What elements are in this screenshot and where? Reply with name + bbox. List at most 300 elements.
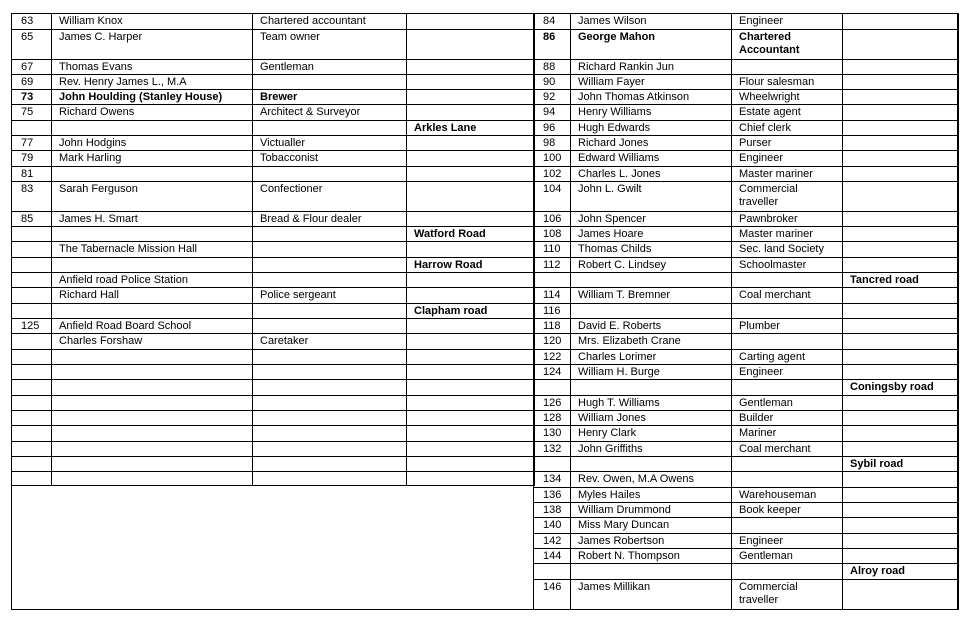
resident-name-cell: John L. Gwilt xyxy=(571,182,732,212)
resident-name-cell xyxy=(52,396,253,411)
street-name-cell xyxy=(407,457,535,472)
street-name-cell xyxy=(843,411,959,426)
street-name-cell: Arkles Lane xyxy=(407,121,535,136)
house-number-cell xyxy=(12,365,52,380)
resident-name-cell xyxy=(52,380,253,396)
resident-name-cell: Mark Harling xyxy=(52,151,253,167)
house-number-cell: 75 xyxy=(12,105,52,121)
occupation-cell xyxy=(253,411,407,426)
table-row xyxy=(534,426,959,442)
house-number-cell: 110 xyxy=(534,242,571,258)
street-name-cell xyxy=(843,442,959,457)
street-name-cell: Watford Road xyxy=(407,227,535,242)
resident-name-cell: Robert N. Thompson xyxy=(571,549,732,564)
house-number-cell: 73 xyxy=(12,90,52,105)
house-number-cell xyxy=(12,411,52,426)
table-row xyxy=(12,472,535,486)
table-row xyxy=(534,242,959,258)
occupation-cell xyxy=(732,60,843,75)
occupation-cell: Brewer xyxy=(253,90,407,105)
table-row xyxy=(534,227,959,242)
street-name-cell xyxy=(407,212,535,227)
resident-name-cell: John Spencer xyxy=(571,212,732,227)
street-name-cell xyxy=(843,60,959,75)
house-number-cell: 138 xyxy=(534,503,571,518)
table-row xyxy=(12,396,535,411)
resident-name-cell xyxy=(52,442,253,457)
house-number-cell: 84 xyxy=(534,14,571,30)
street-name-cell xyxy=(407,242,535,258)
street-name-cell xyxy=(407,319,535,334)
resident-name-cell: The Tabernacle Mission Hall xyxy=(52,242,253,258)
house-number-cell: 83 xyxy=(12,182,52,212)
house-number-cell: 126 xyxy=(534,396,571,411)
occupation-cell: Engineer xyxy=(732,534,843,549)
resident-name-cell: David E. Roberts xyxy=(571,319,732,334)
table-row xyxy=(12,167,535,182)
occupation-cell: Plumber xyxy=(732,319,843,334)
occupation-cell: Commercial traveller xyxy=(732,580,843,610)
house-number-cell xyxy=(12,426,52,442)
occupation-cell: Flour salesman xyxy=(732,75,843,90)
occupation-cell xyxy=(253,472,407,486)
house-number-cell: 116 xyxy=(534,304,571,319)
house-number-cell: 128 xyxy=(534,411,571,426)
occupation-cell xyxy=(732,304,843,319)
occupation-cell xyxy=(732,273,843,288)
resident-name-cell: James Wilson xyxy=(571,14,732,30)
table-row xyxy=(534,75,959,90)
street-name-cell xyxy=(407,182,535,212)
table-row xyxy=(534,396,959,411)
house-number-cell: 134 xyxy=(534,472,571,488)
house-number-cell xyxy=(12,242,52,258)
occupation-cell: Builder xyxy=(732,411,843,426)
house-number-cell: 100 xyxy=(534,151,571,167)
street-name-cell xyxy=(843,90,959,105)
resident-name-cell xyxy=(52,121,253,136)
occupation-cell xyxy=(732,472,843,488)
house-number-cell: 98 xyxy=(534,136,571,151)
resident-name-cell: Rev. Henry James L., M.A xyxy=(52,75,253,90)
street-name-cell xyxy=(843,258,959,273)
resident-name-cell: Thomas Evans xyxy=(52,60,253,75)
street-name-cell xyxy=(407,167,535,182)
house-number-cell xyxy=(534,457,571,472)
table-row xyxy=(12,380,535,396)
resident-name-cell: William Fayer xyxy=(571,75,732,90)
street-name-cell: Alroy road xyxy=(843,564,959,580)
house-number-cell xyxy=(12,227,52,242)
occupation-cell: Sec. land Society xyxy=(732,242,843,258)
occupation-cell xyxy=(253,304,407,319)
street-name-cell xyxy=(843,396,959,411)
occupation-cell: Purser xyxy=(732,136,843,151)
resident-name-cell: John Houlding (Stanley House) xyxy=(52,90,253,105)
resident-name-cell xyxy=(52,426,253,442)
table-row xyxy=(12,14,535,30)
table-row xyxy=(534,580,959,610)
house-number-cell: 92 xyxy=(534,90,571,105)
resident-name-cell xyxy=(571,273,732,288)
table-row xyxy=(12,334,535,350)
table-row xyxy=(12,411,535,426)
directory-table-left xyxy=(11,13,535,486)
occupation-cell: Architect & Surveyor xyxy=(253,105,407,121)
table-row xyxy=(12,60,535,75)
table-row xyxy=(12,242,535,258)
resident-name-cell: Rev. Owen, M.A Owens xyxy=(571,472,732,488)
street-name-cell: Clapham road xyxy=(407,304,535,319)
occupation-cell: Engineer xyxy=(732,365,843,380)
occupation-cell xyxy=(253,365,407,380)
table-row xyxy=(534,365,959,380)
street-name-cell xyxy=(843,580,959,610)
table-row xyxy=(12,121,535,136)
occupation-cell xyxy=(732,334,843,350)
house-number-cell: 88 xyxy=(534,60,571,75)
table-row xyxy=(12,105,535,121)
street-name-cell xyxy=(843,167,959,182)
house-number-cell xyxy=(12,442,52,457)
table-row xyxy=(534,136,959,151)
occupation-cell xyxy=(253,380,407,396)
house-number-cell: 85 xyxy=(12,212,52,227)
street-name-cell: Sybil road xyxy=(843,457,959,472)
occupation-cell xyxy=(253,350,407,365)
street-name-cell xyxy=(843,488,959,503)
occupation-cell xyxy=(732,564,843,580)
street-name-cell xyxy=(843,365,959,380)
street-name-cell xyxy=(843,304,959,319)
resident-name-cell xyxy=(52,304,253,319)
house-number-cell: 142 xyxy=(534,534,571,549)
occupation-cell xyxy=(253,258,407,273)
street-name-cell xyxy=(843,136,959,151)
street-name-cell xyxy=(843,288,959,304)
occupation-cell: Master mariner xyxy=(732,227,843,242)
street-name-cell xyxy=(407,380,535,396)
occupation-cell xyxy=(732,457,843,472)
house-number-cell xyxy=(12,396,52,411)
resident-name-cell: Charles L. Jones xyxy=(571,167,732,182)
table-row xyxy=(534,167,959,182)
table-row xyxy=(534,564,959,580)
house-number-cell: 81 xyxy=(12,167,52,182)
street-name-cell xyxy=(843,212,959,227)
table-row xyxy=(534,457,959,472)
house-number-cell: 146 xyxy=(534,580,571,610)
occupation-cell: Confectioner xyxy=(253,182,407,212)
house-number-cell: 106 xyxy=(534,212,571,227)
table-row xyxy=(534,534,959,549)
resident-name-cell xyxy=(571,457,732,472)
resident-name-cell: Richard Jones xyxy=(571,136,732,151)
occupation-cell: Gentleman xyxy=(253,60,407,75)
resident-name-cell: Mrs. Elizabeth Crane xyxy=(571,334,732,350)
street-name-cell: Coningsby road xyxy=(843,380,959,396)
table-row xyxy=(534,105,959,121)
table-row xyxy=(12,136,535,151)
table-row xyxy=(534,212,959,227)
resident-name-cell xyxy=(571,380,732,396)
table-row xyxy=(534,503,959,518)
house-number-cell xyxy=(12,273,52,288)
table-row xyxy=(12,75,535,90)
occupation-cell xyxy=(253,442,407,457)
resident-name-cell: Henry Williams xyxy=(571,105,732,121)
resident-name-cell xyxy=(52,258,253,273)
occupation-cell: Coal merchant xyxy=(732,288,843,304)
resident-name-cell: Richard Hall xyxy=(52,288,253,304)
street-name-cell xyxy=(843,14,959,30)
resident-name-cell: Sarah Ferguson xyxy=(52,182,253,212)
street-name-cell xyxy=(843,105,959,121)
occupation-cell: Warehouseman xyxy=(732,488,843,503)
table-row xyxy=(12,426,535,442)
resident-name-cell: James Hoare xyxy=(571,227,732,242)
house-number-cell: 67 xyxy=(12,60,52,75)
street-name-cell xyxy=(407,75,535,90)
house-number-cell xyxy=(12,121,52,136)
house-number-cell: 90 xyxy=(534,75,571,90)
occupation-cell: Gentleman xyxy=(732,396,843,411)
table-row xyxy=(534,518,959,534)
street-name-cell xyxy=(843,182,959,212)
resident-name-cell: William Knox xyxy=(52,14,253,30)
house-number-cell: 124 xyxy=(534,365,571,380)
house-number-cell xyxy=(12,304,52,319)
house-number-cell: 69 xyxy=(12,75,52,90)
house-number-cell: 108 xyxy=(534,227,571,242)
table-row xyxy=(534,182,959,212)
street-name-cell xyxy=(407,396,535,411)
table-row xyxy=(534,304,959,319)
house-number-cell: 144 xyxy=(534,549,571,564)
resident-name-cell xyxy=(52,167,253,182)
occupation-cell xyxy=(253,167,407,182)
resident-name-cell xyxy=(52,457,253,472)
occupation-cell xyxy=(253,319,407,334)
house-number-cell xyxy=(534,380,571,396)
house-number-cell xyxy=(12,288,52,304)
table-row xyxy=(12,30,535,60)
table-row xyxy=(12,212,535,227)
table-row xyxy=(534,121,959,136)
directory-table-right xyxy=(533,13,959,610)
street-name-cell xyxy=(407,365,535,380)
street-name-cell xyxy=(407,14,535,30)
occupation-cell xyxy=(732,380,843,396)
table-row xyxy=(534,472,959,488)
house-number-cell: 77 xyxy=(12,136,52,151)
occupation-cell: Carting agent xyxy=(732,350,843,365)
table-row xyxy=(12,258,535,273)
table-row xyxy=(534,488,959,503)
table-row xyxy=(12,151,535,167)
street-name-cell xyxy=(843,350,959,365)
occupation-cell xyxy=(253,396,407,411)
resident-name-cell: Richard Rankin Jun xyxy=(571,60,732,75)
street-name-cell xyxy=(407,151,535,167)
resident-name-cell xyxy=(52,227,253,242)
street-name-cell xyxy=(407,442,535,457)
street-name-cell xyxy=(407,426,535,442)
house-number-cell: 122 xyxy=(534,350,571,365)
occupation-cell: Coal merchant xyxy=(732,442,843,457)
table-row xyxy=(12,273,535,288)
occupation-cell xyxy=(253,121,407,136)
occupation-cell: Master mariner xyxy=(732,167,843,182)
house-number-cell xyxy=(12,334,52,350)
street-name-cell: Harrow Road xyxy=(407,258,535,273)
street-name-cell xyxy=(843,549,959,564)
resident-name-cell: Charles Lorimer xyxy=(571,350,732,365)
occupation-cell: Estate agent xyxy=(732,105,843,121)
table-row xyxy=(534,350,959,365)
house-number-cell xyxy=(12,258,52,273)
table-row xyxy=(12,457,535,472)
house-number-cell: 63 xyxy=(12,14,52,30)
resident-name-cell xyxy=(571,564,732,580)
house-number-cell: 125 xyxy=(12,319,52,334)
house-number-cell: 118 xyxy=(534,319,571,334)
occupation-cell: Chartered Accountant xyxy=(732,30,843,60)
street-name-cell xyxy=(843,518,959,534)
table-row xyxy=(534,380,959,396)
house-number-cell: 114 xyxy=(534,288,571,304)
resident-name-cell: John Hodgins xyxy=(52,136,253,151)
house-number-cell: 96 xyxy=(534,121,571,136)
house-number-cell: 132 xyxy=(534,442,571,457)
occupation-cell: Commercial traveller xyxy=(732,182,843,212)
resident-name-cell: Myles Hailes xyxy=(571,488,732,503)
occupation-cell: Chartered accountant xyxy=(253,14,407,30)
occupation-cell xyxy=(253,75,407,90)
occupation-cell xyxy=(253,273,407,288)
house-number-cell xyxy=(12,350,52,365)
house-number-cell: 130 xyxy=(534,426,571,442)
table-row xyxy=(534,14,959,30)
house-number-cell: 120 xyxy=(534,334,571,350)
resident-name-cell: George Mahon xyxy=(571,30,732,60)
street-name-cell xyxy=(843,242,959,258)
house-number-cell: 79 xyxy=(12,151,52,167)
occupation-cell: Team owner xyxy=(253,30,407,60)
street-name-cell xyxy=(843,534,959,549)
resident-name-cell: William T. Bremner xyxy=(571,288,732,304)
street-name-cell xyxy=(407,105,535,121)
table-row xyxy=(12,350,535,365)
street-name-cell xyxy=(407,350,535,365)
street-name-cell xyxy=(407,472,535,486)
occupation-cell: Engineer xyxy=(732,14,843,30)
street-name-cell xyxy=(407,411,535,426)
occupation-cell: Bread & Flour dealer xyxy=(253,212,407,227)
resident-name-cell: Anfield Road Board School xyxy=(52,319,253,334)
table-row xyxy=(534,334,959,350)
table-row xyxy=(12,227,535,242)
resident-name-cell: James H. Smart xyxy=(52,212,253,227)
house-number-cell: 136 xyxy=(534,488,571,503)
occupation-cell: Chief clerk xyxy=(732,121,843,136)
table-row xyxy=(12,288,535,304)
house-number-cell: 65 xyxy=(12,30,52,60)
street-name-cell xyxy=(407,90,535,105)
occupation-cell: Pawnbroker xyxy=(732,212,843,227)
street-name-cell xyxy=(843,503,959,518)
table-row xyxy=(534,60,959,75)
house-number-cell: 104 xyxy=(534,182,571,212)
occupation-cell xyxy=(253,426,407,442)
resident-name-cell: William Jones xyxy=(571,411,732,426)
resident-name-cell xyxy=(571,304,732,319)
resident-name-cell: Robert C. Lindsey xyxy=(571,258,732,273)
street-name-cell xyxy=(843,75,959,90)
house-number-cell xyxy=(12,380,52,396)
street-name-cell xyxy=(843,227,959,242)
occupation-cell: Victualler xyxy=(253,136,407,151)
table-row xyxy=(12,90,535,105)
table-row xyxy=(534,273,959,288)
occupation-cell: Police sergeant xyxy=(253,288,407,304)
resident-name-cell: Hugh Edwards xyxy=(571,121,732,136)
house-number-cell: 86 xyxy=(534,30,571,60)
table-row xyxy=(534,288,959,304)
house-number-cell: 94 xyxy=(534,105,571,121)
occupation-cell xyxy=(732,518,843,534)
table-row xyxy=(12,319,535,334)
house-number-cell xyxy=(534,273,571,288)
house-number-cell xyxy=(12,472,52,486)
occupation-cell: Caretaker xyxy=(253,334,407,350)
table-row xyxy=(12,304,535,319)
resident-name-cell: James C. Harper xyxy=(52,30,253,60)
resident-name-cell: Hugh T. Williams xyxy=(571,396,732,411)
occupation-cell: Book keeper xyxy=(732,503,843,518)
table-row xyxy=(534,319,959,334)
resident-name-cell xyxy=(52,365,253,380)
street-name-cell xyxy=(843,319,959,334)
occupation-cell: Gentleman xyxy=(732,549,843,564)
resident-name-cell: John Griffiths xyxy=(571,442,732,457)
table-row xyxy=(534,30,959,60)
resident-name-cell: Edward Williams xyxy=(571,151,732,167)
occupation-cell: Tobacconist xyxy=(253,151,407,167)
resident-name-cell: Anfield road Police Station xyxy=(52,273,253,288)
street-name-cell: Tancred road xyxy=(843,273,959,288)
street-name-cell xyxy=(843,472,959,488)
resident-name-cell: Thomas Childs xyxy=(571,242,732,258)
house-number-cell: 102 xyxy=(534,167,571,182)
resident-name-cell: Henry Clark xyxy=(571,426,732,442)
street-name-cell xyxy=(407,30,535,60)
resident-name-cell xyxy=(52,472,253,486)
table-row xyxy=(534,442,959,457)
table-row xyxy=(534,90,959,105)
house-number-cell xyxy=(534,564,571,580)
resident-name-cell: Charles Forshaw xyxy=(52,334,253,350)
resident-name-cell: William Drummond xyxy=(571,503,732,518)
street-name-cell xyxy=(843,151,959,167)
occupation-cell: Wheelwright xyxy=(732,90,843,105)
street-name-cell xyxy=(843,30,959,60)
table-row xyxy=(12,182,535,212)
house-number-cell: 140 xyxy=(534,518,571,534)
resident-name-cell: William H. Burge xyxy=(571,365,732,380)
street-name-cell xyxy=(843,334,959,350)
table-row xyxy=(534,549,959,564)
